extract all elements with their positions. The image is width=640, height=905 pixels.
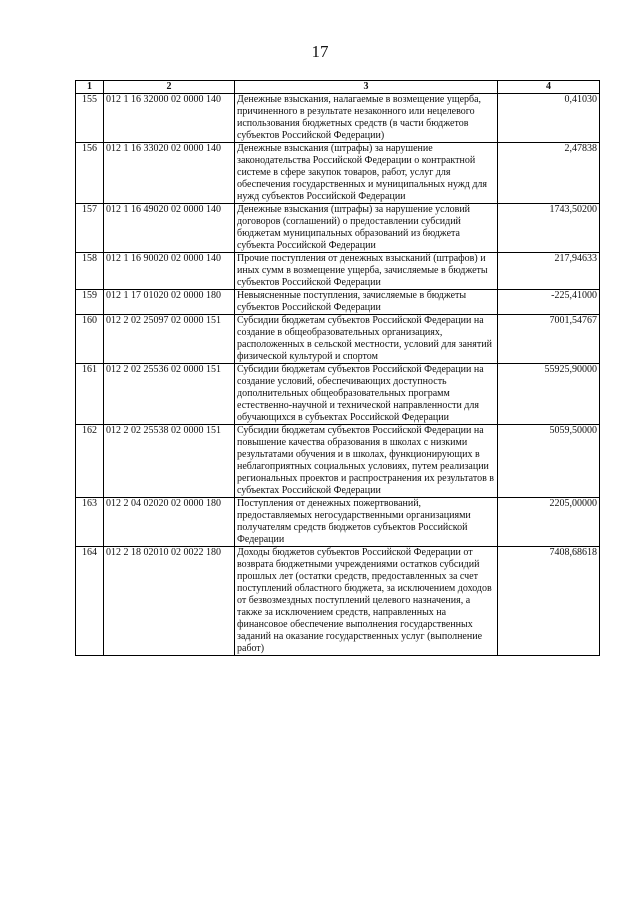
table-row xyxy=(76,498,600,547)
table-row xyxy=(76,290,600,315)
row-number: 155 xyxy=(76,94,104,143)
table-row xyxy=(76,425,600,498)
column-header-2: 2 xyxy=(104,81,235,94)
income-description: Денежные взыскания, налагаемые в возмещение ущерба, причиненного в результате незаконного или нецелевого использования бюджетных средств (в части бюджетов субъектов Российской Федерации) xyxy=(235,94,498,143)
budget-code: 012 2 04 02020 02 0000 180 xyxy=(104,498,235,547)
row-number: 162 xyxy=(76,425,104,498)
amount-value: 2205,00000 xyxy=(498,498,600,547)
income-description: Субсидии бюджетам субъектов Российской Федерации на повышение качества образования в школах с низкими результатами обучения и в школах, функционирующих в неблагоприятных социальных условиях, путем реализации региональных проектов и распространения их результатов в субъектах Российской Федерации xyxy=(235,425,498,498)
amount-value: 7408,68618 xyxy=(498,547,600,656)
row-number: 160 xyxy=(76,315,104,364)
budget-code: 012 1 16 49020 02 0000 140 xyxy=(104,204,235,253)
budget-code: 012 2 18 02010 02 0022 180 xyxy=(104,547,235,656)
page-number: 17 xyxy=(311,42,329,61)
table-row xyxy=(76,253,600,290)
amount-value: 1743,50200 xyxy=(498,204,600,253)
revenue-table xyxy=(75,80,600,656)
amount-value: 5059,50000 xyxy=(498,425,600,498)
budget-code: 012 2 02 25536 02 0000 151 xyxy=(104,364,235,425)
table-row xyxy=(76,364,600,425)
income-description: Поступления от денежных пожертвований, предоставляемых негосударственными организациями получателям средств бюджетов субъектов Российской Федерации xyxy=(235,498,498,547)
budget-code: 012 1 16 90020 02 0000 140 xyxy=(104,253,235,290)
table-header-row xyxy=(76,81,600,94)
income-description: Субсидии бюджетам субъектов Российской Федерации на создание в общеобразовательных организациях, расположенных в сельской местности, условий для занятий физической культурой и спортом xyxy=(235,315,498,364)
row-number: 158 xyxy=(76,253,104,290)
row-number: 156 xyxy=(76,143,104,204)
budget-code: 012 1 16 33020 02 0000 140 xyxy=(104,143,235,204)
amount-value: 0,41030 xyxy=(498,94,600,143)
row-number: 163 xyxy=(76,498,104,547)
amount-value: 217,94633 xyxy=(498,253,600,290)
amount-value: 55925,90000 xyxy=(498,364,600,425)
budget-code: 012 2 02 25538 02 0000 151 xyxy=(104,425,235,498)
table-row xyxy=(76,94,600,143)
row-number: 157 xyxy=(76,204,104,253)
income-description: Субсидии бюджетам субъектов Российской Федерации на создание условий, обеспечивающих доступность дополнительных общеобразовательных программ естественно-научной и технической направленности для обучающихся в субъектах Российской Федерации xyxy=(235,364,498,425)
budget-code: 012 1 16 32000 02 0000 140 xyxy=(104,94,235,143)
amount-value: -225,41000 xyxy=(498,290,600,315)
amount-value: 2,47838 xyxy=(498,143,600,204)
table-row xyxy=(76,547,600,656)
table-row xyxy=(76,204,600,253)
income-description: Невыясненные поступления, зачисляемые в бюджеты субъектов Российской Федерации xyxy=(235,290,498,315)
amount-value: 7001,54767 xyxy=(498,315,600,364)
column-header-4: 4 xyxy=(498,81,600,94)
budget-code: 012 2 02 25097 02 0000 151 xyxy=(104,315,235,364)
income-description: Денежные взыскания (штрафы) за нарушение условий договоров (соглашений) о предоставлении субсидий бюджетам муниципальных образований из бюджета субъекта Российской Федерации xyxy=(235,204,498,253)
income-description: Прочие поступления от денежных взысканий (штрафов) и иных сумм в возмещение ущерба, зачисляемые в бюджеты субъектов Российской Федерации xyxy=(235,253,498,290)
row-number: 159 xyxy=(76,290,104,315)
table-row xyxy=(76,143,600,204)
income-description: Доходы бюджетов субъектов Российской Федерации от возврата бюджетными учреждениями остатков субсидий прошлых лет (остатки средств, предоставленных за счет поступлений областного бюджета, за исключением доходов от безвозмездных поступлений целевого назначения, а также за исключением средств, направленных на финансовое обеспечение выполнения государственных заданий на оказание государственных услуг (выполнение работ) xyxy=(235,547,498,656)
row-number: 164 xyxy=(76,547,104,656)
row-number: 161 xyxy=(76,364,104,425)
column-header-3: 3 xyxy=(235,81,498,94)
table-row xyxy=(76,315,600,364)
budget-code: 012 1 17 01020 02 0000 180 xyxy=(104,290,235,315)
column-header-1: 1 xyxy=(76,81,104,94)
income-description: Денежные взыскания (штрафы) за нарушение законодательства Российской Федерации о контрактной системе в сфере закупок товаров, работ, услуг для обеспечения государственных и муниципальных нужд для нужд субъектов Российской Федерации xyxy=(235,143,498,204)
